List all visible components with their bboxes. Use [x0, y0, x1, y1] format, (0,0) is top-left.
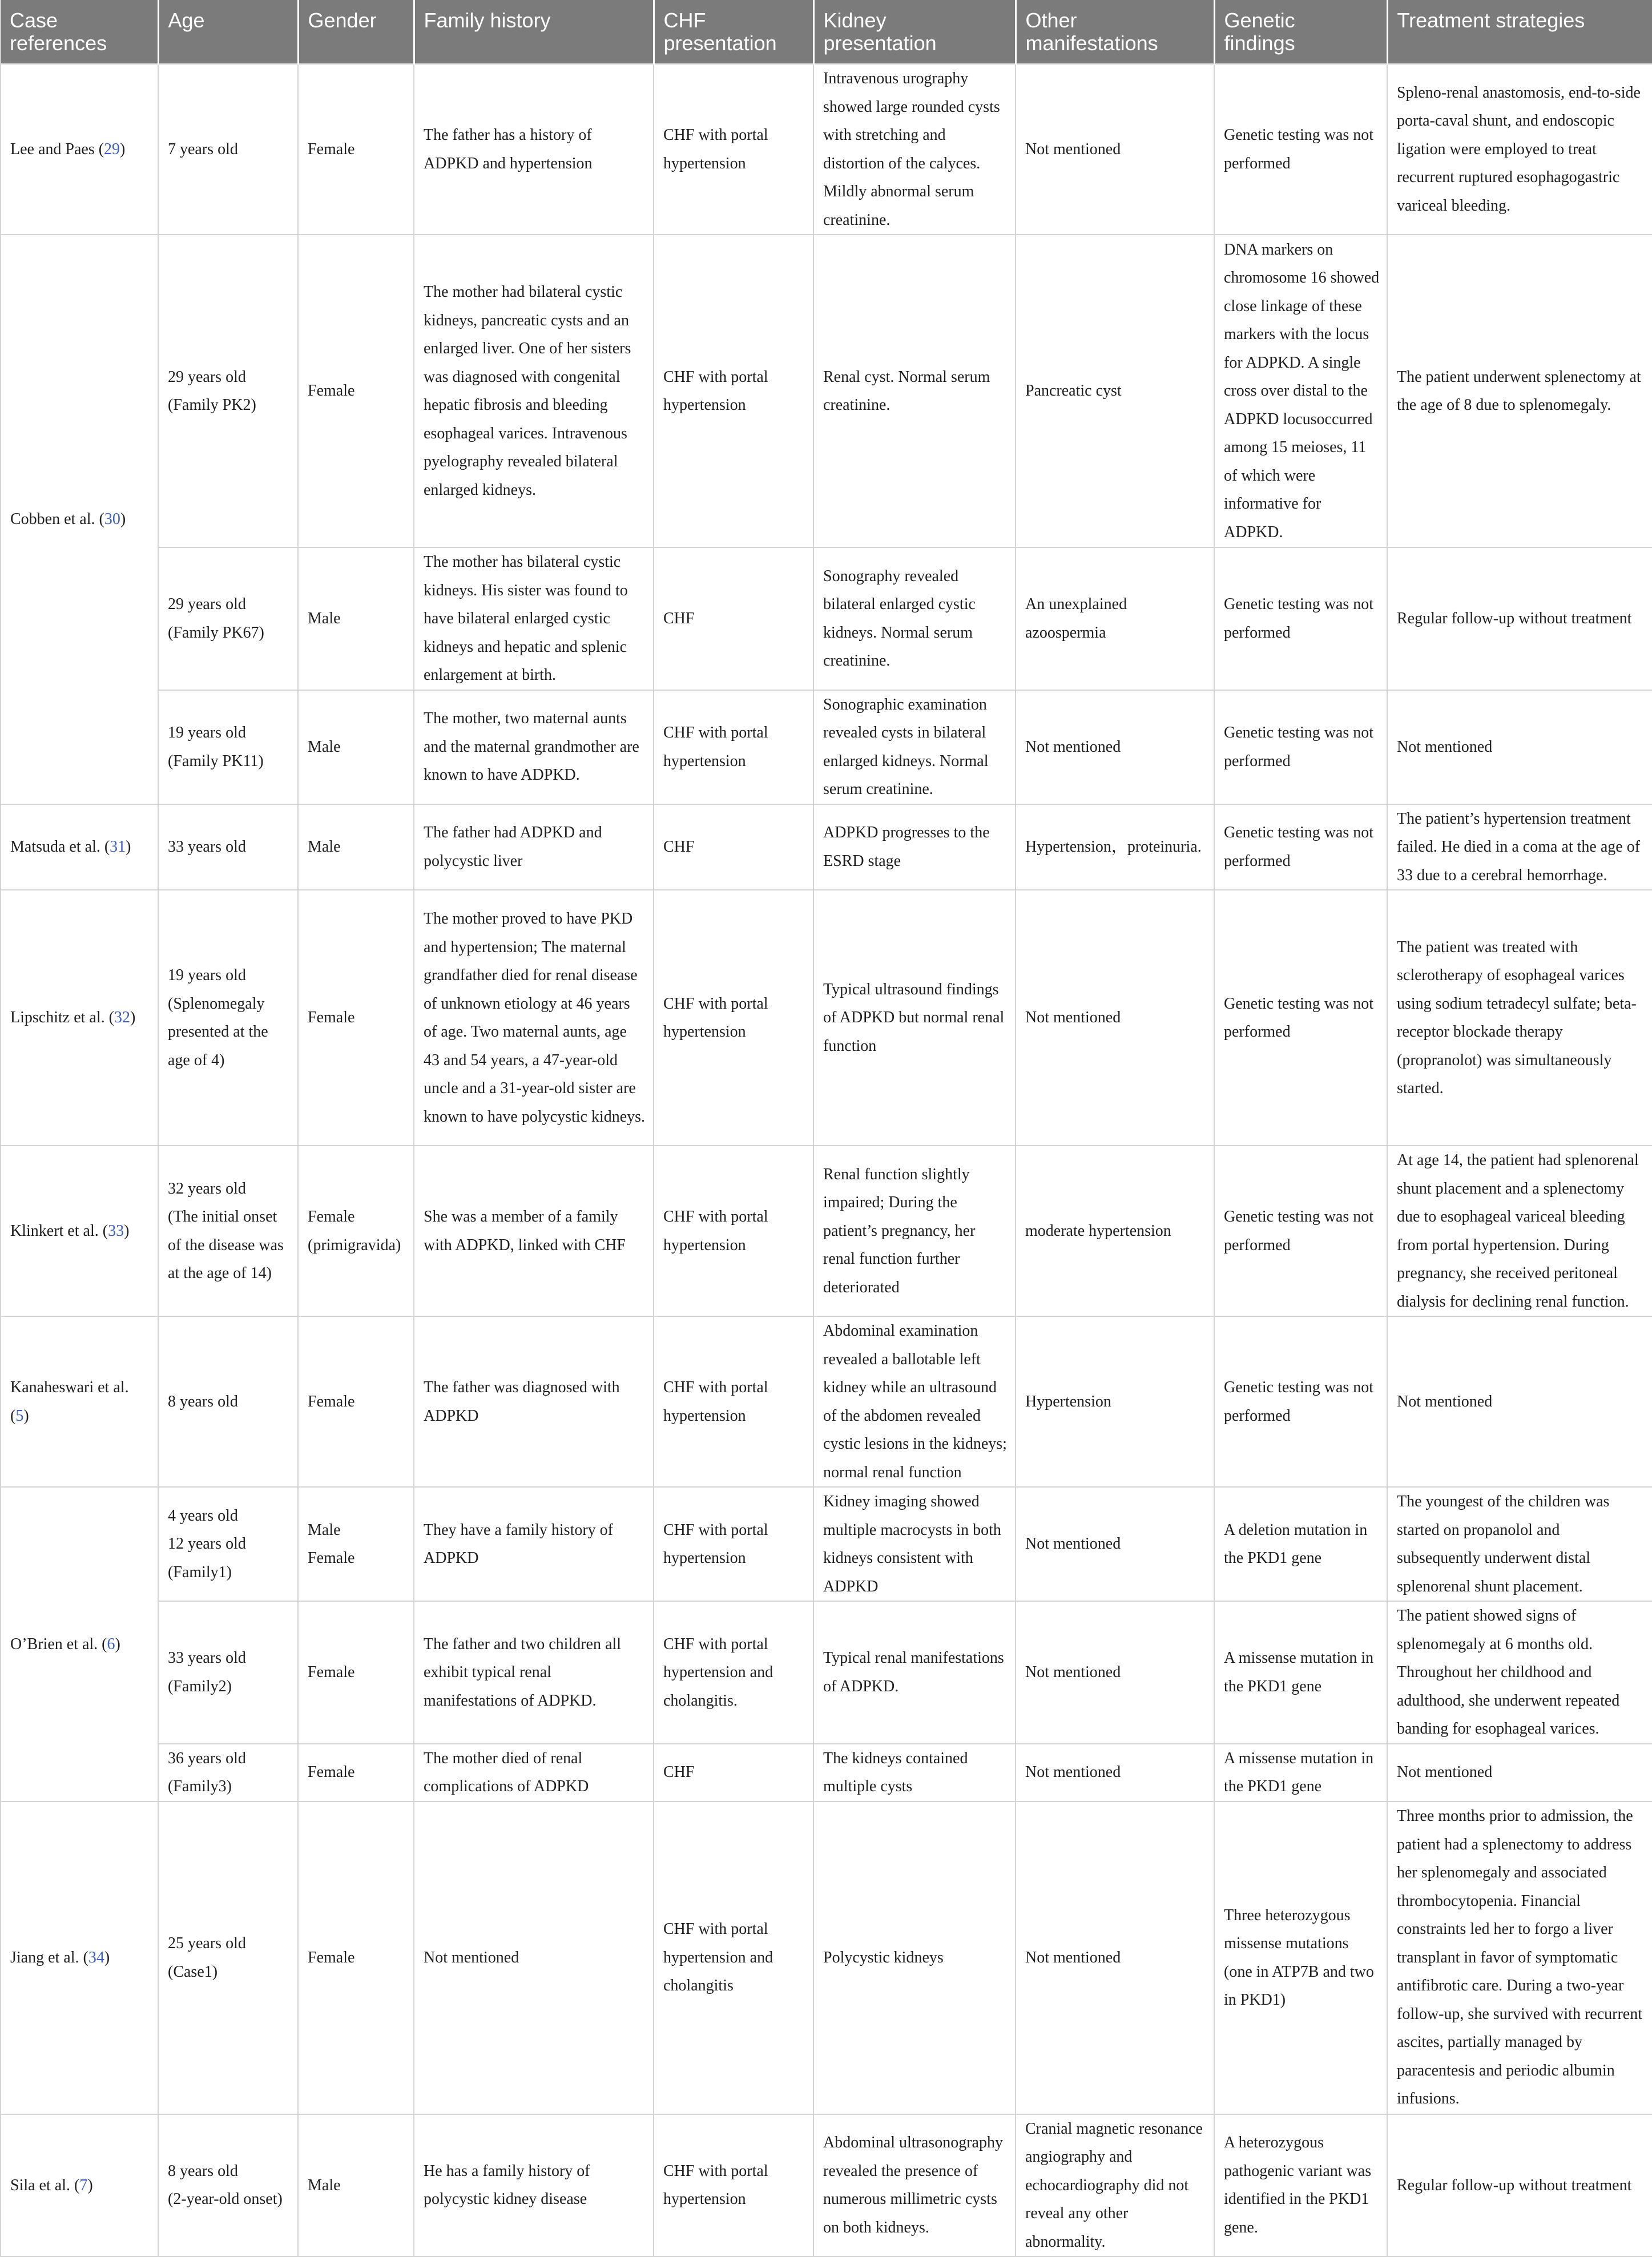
kidney-cell: ADPKD progresses to the ESRD stage — [813, 804, 1016, 890]
case-reference-cell: Cobben et al. (30) — [1, 235, 158, 804]
gender-cell: Male — [298, 804, 414, 890]
case-reference-cell: Matsuda et al. (31) — [1, 804, 158, 890]
table-row — [1, 1601, 1652, 1744]
kidney-cell: The kidneys contained multiple cysts — [813, 1744, 1016, 1801]
header-family-history: Family history — [414, 0, 654, 64]
other-cell: Cranial magnetic resonance angiography and echocardiography did not reveal any other abnormality. — [1016, 2114, 1214, 2257]
genetic-cell: Genetic testing was not performed — [1214, 547, 1387, 690]
age-cell: 36 years old (Family3) — [158, 1744, 298, 1801]
gender-cell: Female — [298, 1801, 414, 2114]
case-reference-cell: Klinkert et al. (33) — [1, 1146, 158, 1316]
reference-link[interactable]: 34 — [88, 1948, 104, 1966]
case-reference-cell: O’Brien et al. (6) — [1, 1487, 158, 1801]
other-cell: An unexplained azoospermia — [1016, 547, 1214, 690]
case-name: Sila et al. — [10, 2176, 70, 2194]
reference-link[interactable]: 5 — [15, 1406, 24, 1425]
treatment-cell: The patient showed signs of splenomegaly at 6 months old. Throughout her childhood and adulthood, she underwent repeated banding for esophageal varices. — [1387, 1601, 1652, 1744]
treatment-cell: Not mentioned — [1387, 690, 1652, 804]
reference-link[interactable]: 7 — [79, 2176, 88, 2194]
kidney-cell: Typical renal manifestations of ADPKD. — [813, 1601, 1016, 1744]
age-cell: 8 years old (2-year-old onset) — [158, 2114, 298, 2257]
gender-cell: Female — [298, 1744, 414, 1801]
gender-cell: Female — [298, 1316, 414, 1487]
chf-cell: CHF with portal hypertension and cholangitis. — [654, 1601, 813, 1744]
other-cell: Not mentioned — [1016, 1801, 1214, 2114]
genetic-cell: Genetic testing was not performed — [1214, 64, 1387, 235]
gender-cell: Male Female — [298, 1487, 414, 1601]
case-reference-cell: Kanaheswari et al. (5) — [1, 1316, 158, 1487]
reference-link[interactable]: 31 — [110, 838, 126, 856]
age-cell: 19 years old (Splenomegaly presented at the age of 4) — [158, 890, 298, 1146]
age-cell: 33 years old (Family2) — [158, 1601, 298, 1744]
table-row — [1, 1744, 1652, 1801]
reference-link[interactable]: 33 — [108, 1222, 124, 1240]
treatment-cell: Spleno-renal anastomosis, end-to-side porta-caval shunt, and endoscopic ligation were employed to treat recurrent ruptured esophagogastric variceal bleeding. — [1387, 64, 1652, 235]
treatment-cell: Regular follow-up without treatment — [1387, 547, 1652, 690]
chf-cell: CHF with portal hypertension — [654, 64, 813, 235]
gender-cell: Female (primigravida) — [298, 1146, 414, 1316]
header-kidney-presentation: Kidney presentation — [813, 0, 1016, 64]
genetic-cell: A missense mutation in the PKD1 gene — [1214, 1744, 1387, 1801]
age-cell: 19 years old (Family PK11) — [158, 690, 298, 804]
table-row — [1, 1801, 1652, 2114]
chf-cell: CHF with portal hypertension — [654, 690, 813, 804]
chf-cell: CHF with portal hypertension — [654, 235, 813, 547]
header-chf-presentation: CHF presentation — [654, 0, 813, 64]
other-cell: Hypertension — [1016, 1316, 1214, 1487]
table-row — [1, 2114, 1652, 2257]
other-cell: Hypertension，proteinuria. — [1016, 804, 1214, 890]
family-cell: He has a family history of polycystic kidney disease — [414, 2114, 654, 2257]
other-cell: Not mentioned — [1016, 1744, 1214, 1801]
age-cell: 29 years old (Family PK2) — [158, 235, 298, 547]
family-cell: The father has a history of ADPKD and hypertension — [414, 64, 654, 235]
genetic-cell: Genetic testing was not performed — [1214, 690, 1387, 804]
case-reference-cell: Jiang et al. (34) — [1, 1801, 158, 2114]
header-row — [1, 0, 1652, 64]
other-cell: Not mentioned — [1016, 1601, 1214, 1744]
header-age: Age — [158, 0, 298, 64]
genetic-cell: A deletion mutation in the PKD1 gene — [1214, 1487, 1387, 1601]
treatment-cell: Not mentioned — [1387, 1744, 1652, 1801]
genetic-cell: Genetic testing was not performed — [1214, 804, 1387, 890]
chf-cell: CHF — [654, 1744, 813, 1801]
table-row — [1, 235, 1652, 547]
case-name: Kanaheswari et al. — [10, 1379, 129, 1396]
case-reference-cell: Lee and Paes (29) — [1, 64, 158, 235]
gender-cell: Female — [298, 890, 414, 1146]
reference-link[interactable]: 30 — [104, 510, 120, 528]
treatment-cell: The patient’s hypertension treatment failed. He died in a coma at the age of 33 due to a cerebral hemorrhage. — [1387, 804, 1652, 890]
genetic-cell: Genetic testing was not performed — [1214, 1146, 1387, 1316]
family-cell: She was a member of a family with ADPKD, linked with CHF — [414, 1146, 654, 1316]
chf-cell: CHF with portal hypertension — [654, 1146, 813, 1316]
case-name: Lipschitz et al. — [10, 1009, 105, 1027]
family-cell: The mother has bilateral cystic kidneys. His sister was found to have bilateral enlarged cystic kidneys and hepatic and splenic enlargement at birth. — [414, 547, 654, 690]
kidney-cell: Renal cyst. Normal serum creatinine. — [813, 235, 1016, 547]
age-cell: 7 years old — [158, 64, 298, 235]
genetic-cell: Genetic testing was not performed — [1214, 1316, 1387, 1487]
other-cell: Not mentioned — [1016, 890, 1214, 1146]
age-cell: 4 years old 12 years old (Family1) — [158, 1487, 298, 1601]
family-cell: The father was diagnosed with ADPKD — [414, 1316, 654, 1487]
case-name: Lee and Paes — [10, 140, 95, 158]
gender-cell: Male — [298, 690, 414, 804]
treatment-cell: Regular follow-up without treatment — [1387, 2114, 1652, 2257]
other-cell: moderate hypertension — [1016, 1146, 1214, 1316]
table-row — [1, 1487, 1652, 1601]
family-cell: The mother died of renal complications of ADPKD — [414, 1744, 654, 1801]
family-cell: They have a family history of ADPKD — [414, 1487, 654, 1601]
case-reference-cell: Lipschitz et al. (32) — [1, 890, 158, 1146]
family-cell: The father had ADPKD and polycystic liver — [414, 804, 654, 890]
table-row — [1, 1146, 1652, 1316]
age-cell: 25 years old (Case1) — [158, 1801, 298, 2114]
header-gender: Gender — [298, 0, 414, 64]
genetic-cell: DNA markers on chromosome 16 showed close linkage of these markers with the locus for ADPKD. A single cross over distal to the ADPKD locusoccurred among 15 meioses, 11 of which were informative for ADPKD. — [1214, 235, 1387, 547]
gender-cell: Male — [298, 547, 414, 690]
treatment-cell: The patient underwent splenectomy at the age of 8 due to splenomegaly. — [1387, 235, 1652, 547]
family-cell: Not mentioned — [414, 1801, 654, 2114]
table-row — [1, 804, 1652, 890]
family-cell: The father and two children all exhibit typical renal manifestations of ADPKD. — [414, 1601, 654, 1744]
table-row — [1, 1316, 1652, 1487]
genetic-cell: A heterozygous pathogenic variant was identified in the PKD1 gene. — [1214, 2114, 1387, 2257]
treatment-cell: Three months prior to admission, the patient had a splenectomy to address her splenomegaly and associated thrombocytopenia. Financial constraints led her to forgo a liver transplant in favor of symptomatic antifibrotic care. During a two-year follow-up, she survived with recurrent ascites, partially managed by paracentesis and periodic albumin infusions. — [1387, 1801, 1652, 2114]
kidney-cell: Sonography revealed bilateral enlarged cystic kidneys. Normal serum creatinine. — [813, 547, 1016, 690]
age-cell: 8 years old — [158, 1316, 298, 1487]
header-treatment-strategies: Treatment strategies — [1387, 0, 1652, 64]
chf-cell: CHF with portal hypertension — [654, 1487, 813, 1601]
case-name: Cobben et al. — [10, 510, 95, 528]
treatment-cell: The patient was treated with sclerotherapy of esophageal varices using sodium tetradecyl sulfate; beta-receptor blockade therapy (propranolot) was simultaneously started. — [1387, 890, 1652, 1146]
gender-cell: Male — [298, 2114, 414, 2257]
genetic-cell: Genetic testing was not performed — [1214, 890, 1387, 1146]
gender-cell: Female — [298, 1601, 414, 1744]
treatment-cell: Not mentioned — [1387, 1316, 1652, 1487]
kidney-cell: Abdominal ultrasonography revealed the presence of numerous millimetric cysts on both kidneys. — [813, 2114, 1016, 2257]
table-row — [1, 64, 1652, 235]
kidney-cell: Sonographic examination revealed cysts in bilateral enlarged kidneys. Normal serum creatinine. — [813, 690, 1016, 804]
reference-link[interactable]: 6 — [107, 1635, 115, 1653]
chf-cell: CHF with portal hypertension — [654, 890, 813, 1146]
kidney-cell: Typical ultrasound findings of ADPKD but normal renal function — [813, 890, 1016, 1146]
other-cell: Not mentioned — [1016, 1487, 1214, 1601]
chf-cell: CHF with portal hypertension — [654, 1316, 813, 1487]
header-other-manifestations: Other manifestations — [1016, 0, 1214, 64]
chf-cell: CHF with portal hypertension and cholangitis — [654, 1801, 813, 2114]
genetic-cell: A missense mutation in the PKD1 gene — [1214, 1601, 1387, 1744]
case-name: Jiang et al. — [10, 1948, 79, 1966]
age-cell: 33 years old — [158, 804, 298, 890]
chf-cell: CHF — [654, 804, 813, 890]
treatment-cell: The youngest of the children was started on propanolol and subsequently underwent distal splenorenal shunt placement. — [1387, 1487, 1652, 1601]
chf-cell: CHF with portal hypertension — [654, 2114, 813, 2257]
case-name: Matsuda et al. — [10, 838, 100, 856]
case-reference-cell: Sila et al. (7) — [1, 2114, 158, 2257]
gender-cell: Female — [298, 64, 414, 235]
kidney-cell: Intravenous urography showed large rounded cysts with stretching and distortion of the calyces. Mildly abnormal serum creatinine. — [813, 64, 1016, 235]
table-row — [1, 547, 1652, 690]
other-cell: Not mentioned — [1016, 64, 1214, 235]
table-row — [1, 890, 1652, 1146]
case-name: Klinkert et al. — [10, 1222, 99, 1240]
family-cell: The mother, two maternal aunts and the maternal grandmother are known to have ADPKD. — [414, 690, 654, 804]
kidney-cell: Renal function slightly impaired; During the patient’s pregnancy, her renal function further deteriorated — [813, 1146, 1016, 1316]
other-cell: Pancreatic cyst — [1016, 235, 1214, 547]
gender-cell: Female — [298, 235, 414, 547]
table-body — [1, 64, 1652, 2256]
other-cell: Not mentioned — [1016, 690, 1214, 804]
header-case-references: Case references — [1, 0, 158, 64]
kidney-cell: Abdominal examination revealed a ballotable left kidney while an ultrasound of the abdomen revealed cystic lesions in the kidneys; normal renal function — [813, 1316, 1016, 1487]
family-cell: The mother proved to have PKD and hypertension; The maternal grandfather died for renal disease of unknown etiology at 46 years of age. Two maternal aunts, age 43 and 54 years, a 47-year-old uncle and a 31-year-old sister are known to have polycystic kidneys. — [414, 890, 654, 1146]
table-row — [1, 690, 1652, 804]
kidney-cell: Polycystic kidneys — [813, 1801, 1016, 2114]
header-genetic-findings: Genetic findings — [1214, 0, 1387, 64]
reference-link[interactable]: 29 — [104, 140, 120, 158]
age-cell: 32 years old (The initial onset of the disease was at the age of 14) — [158, 1146, 298, 1316]
treatment-cell: At age 14, the patient had splenorenal shunt placement and a splenectomy due to esophageal variceal bleeding from portal hypertension. During pregnancy, she received peritoneal dialysis for declining renal function. — [1387, 1146, 1652, 1316]
kidney-cell: Kidney imaging showed multiple macrocysts in both kidneys consistent with ADPKD — [813, 1487, 1016, 1601]
reference-link[interactable]: 32 — [114, 1009, 130, 1027]
age-cell: 29 years old (Family PK67) — [158, 547, 298, 690]
family-cell: The mother had bilateral cystic kidneys, pancreatic cysts and an enlarged liver. One of her sisters was diagnosed with congenital hepatic fibrosis and bleeding esophageal varices. Intravenous pyelography revealed bilateral enlarged kidneys. — [414, 235, 654, 547]
chf-cell: CHF — [654, 547, 813, 690]
genetic-cell: Three heterozygous missense mutations (one in ATP7B and two in PKD1) — [1214, 1801, 1387, 2114]
case-name: O’Brien et al. — [10, 1635, 98, 1653]
